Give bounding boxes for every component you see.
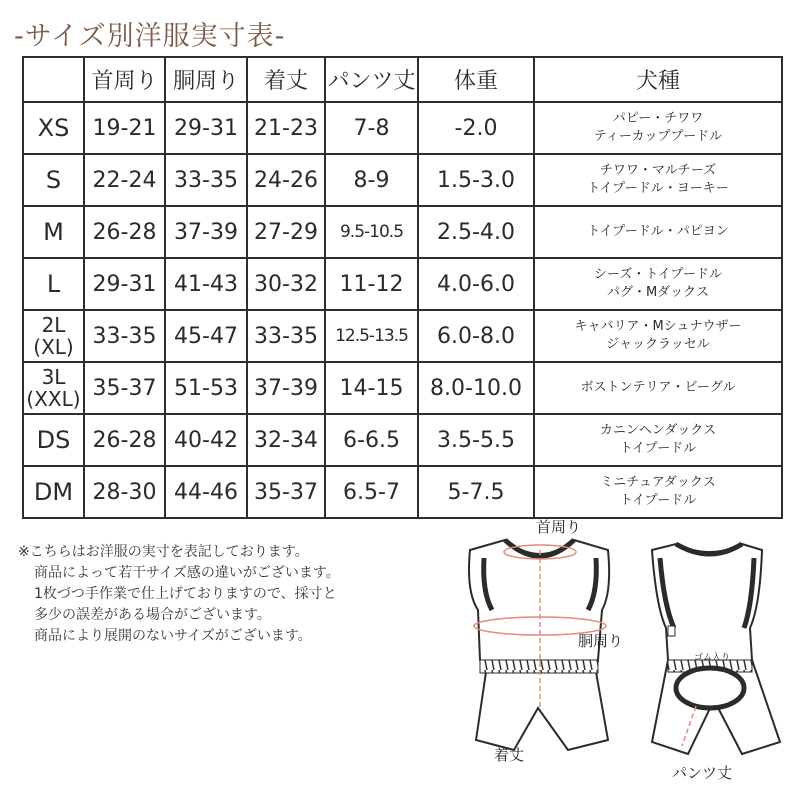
neck-cell: 29-31	[84, 258, 165, 310]
size-cell-line: (XXL)	[26, 387, 81, 411]
weight-cell: 5-7.5	[418, 466, 534, 518]
breed-cell	[534, 258, 782, 310]
header-weight: 体重	[418, 57, 534, 102]
length-cell: 21-23	[247, 102, 325, 154]
chest-cell: 40-42	[165, 414, 247, 466]
size-cell	[23, 154, 84, 206]
breed-cell-line: トイプードル	[619, 493, 697, 508]
neck-cell: 33-35	[84, 310, 165, 362]
notes	[18, 542, 340, 647]
chest-label: 胴周り	[578, 632, 624, 650]
length-label: 着丈	[494, 746, 525, 764]
size-cell	[23, 102, 84, 154]
size-cell-line: L	[46, 270, 61, 298]
pants-cell: 14-15	[325, 362, 418, 414]
pants-cell: 11-12	[325, 258, 418, 310]
breed-cell-line: キャバリア・Mシュナウザー	[574, 319, 742, 334]
size-chart-table	[22, 56, 783, 519]
length-cell: 24-26	[247, 154, 325, 206]
length-cell: 30-32	[247, 258, 325, 310]
breed-cell-line: チワワ・マルチーズ	[599, 163, 717, 178]
table-row	[23, 362, 782, 414]
size-cell	[23, 414, 84, 466]
size-cell-line: 2L	[41, 313, 66, 337]
garment-diagram	[420, 510, 800, 795]
chest-cell: 51-53	[165, 362, 247, 414]
breed-cell-line: ティーカッププードル	[593, 129, 723, 144]
breed-cell	[534, 154, 782, 206]
table-row	[23, 206, 782, 258]
chest-cell: 45-47	[165, 310, 247, 362]
length-cell: 32-34	[247, 414, 325, 466]
pants-cell: 12.5-13.5	[325, 310, 418, 362]
breed-cell-line: ミニチュアダックス	[600, 475, 716, 490]
note-line: 商品により展開のないサイズがございます。	[34, 628, 312, 644]
neck-label: 首周り	[536, 518, 582, 536]
leg-opening	[676, 668, 744, 708]
breed-cell-line: ボストンテリア・ビーグル	[580, 380, 736, 395]
pants-cell: 9.5-10.5	[325, 206, 418, 258]
header-chest: 胴周り	[165, 57, 247, 102]
neck-cell: 35-37	[84, 362, 165, 414]
size-cell-line: DM	[33, 478, 74, 506]
weight-cell: 3.5-5.5	[418, 414, 534, 466]
back-garment	[652, 544, 780, 754]
size-cell-line: 3L	[41, 365, 66, 389]
breed-cell-line: シーズ・トイプードル	[594, 267, 722, 282]
header-cell-empty	[23, 57, 84, 102]
breed-cell	[534, 206, 782, 258]
weight-cell: 4.0-6.0	[418, 258, 534, 310]
size-cell-line: M	[43, 218, 64, 246]
table-row	[23, 102, 782, 154]
neck-cell: 28-30	[84, 466, 165, 518]
chest-cell: 29-31	[165, 102, 247, 154]
chest-cell: 33-35	[165, 154, 247, 206]
breed-cell-line: トイプードル・ヨーキー	[587, 181, 729, 196]
breed-cell-line: トイプードル・パピヨン	[587, 224, 729, 239]
size-cell-line: S	[45, 166, 62, 194]
pants-cell: 8-9	[325, 154, 418, 206]
weight-cell: 2.5-4.0	[418, 206, 534, 258]
header-neck: 首周り	[84, 57, 165, 102]
note-line: 商品によって若干サイズ感の違いがございます。	[34, 565, 340, 581]
size-cell-line: XS	[37, 114, 70, 142]
size-cell	[23, 466, 84, 518]
breed-cell	[534, 102, 782, 154]
neck-cell: 26-28	[84, 414, 165, 466]
length-cell: 27-29	[247, 206, 325, 258]
pants-cell: 6.5-7	[325, 466, 418, 518]
size-cell	[23, 258, 84, 310]
breed-cell-line: カニンヘンダックス	[599, 423, 717, 438]
neck-cell: 26-28	[84, 206, 165, 258]
page-title: -サイズ別洋服実寸表-	[14, 21, 286, 52]
pants-cell: 6-6.5	[325, 414, 418, 466]
length-cell: 35-37	[247, 466, 325, 518]
breed-cell	[534, 414, 782, 466]
pants-label: パンツ丈	[672, 764, 733, 782]
size-cell	[23, 310, 84, 362]
table-row	[23, 414, 782, 466]
elastic-label: ゴム入り	[694, 653, 731, 663]
weight-cell: 6.0-8.0	[418, 310, 534, 362]
size-cell	[23, 362, 84, 414]
chest-cell: 41-43	[165, 258, 247, 310]
weight-cell: 8.0-10.0	[418, 362, 534, 414]
weight-cell: -2.0	[418, 102, 534, 154]
length-cell: 37-39	[247, 362, 325, 414]
header-length: 着丈	[247, 57, 325, 102]
note-line: ※こちらはお洋服の実寸を表記しております。	[18, 544, 309, 560]
weight-cell: 1.5-3.0	[418, 154, 534, 206]
table-row	[23, 154, 782, 206]
note-line: 1枚づつ手作業で仕上げておりますので、採寸と	[34, 586, 337, 602]
header-breed: 犬種	[534, 57, 782, 102]
length-cell: 33-35	[247, 310, 325, 362]
chest-cell: 37-39	[165, 206, 247, 258]
breed-cell-line: パグ・Mダックス	[606, 285, 710, 300]
table-row	[23, 258, 782, 310]
note-line: 多少の誤差がある場合がございます。	[34, 607, 271, 623]
breed-cell-line: ジャックラッセル	[606, 337, 710, 352]
table-row	[23, 310, 782, 362]
pants-cell: 7-8	[325, 102, 418, 154]
breed-cell	[534, 310, 782, 362]
neck-cell: 19-21	[84, 102, 165, 154]
size-cell-line: DS	[36, 426, 71, 454]
breed-cell-line: トイプードル	[619, 441, 697, 456]
size-cell	[23, 206, 84, 258]
size-cell-line: (XL)	[33, 335, 74, 359]
header-pants: パンツ丈	[325, 57, 418, 102]
neck-cell: 22-24	[84, 154, 165, 206]
breed-cell	[534, 362, 782, 414]
breed-cell-line: パピー・チワワ	[612, 111, 704, 126]
chest-cell: 44-46	[165, 466, 247, 518]
table-header-row	[23, 57, 782, 102]
